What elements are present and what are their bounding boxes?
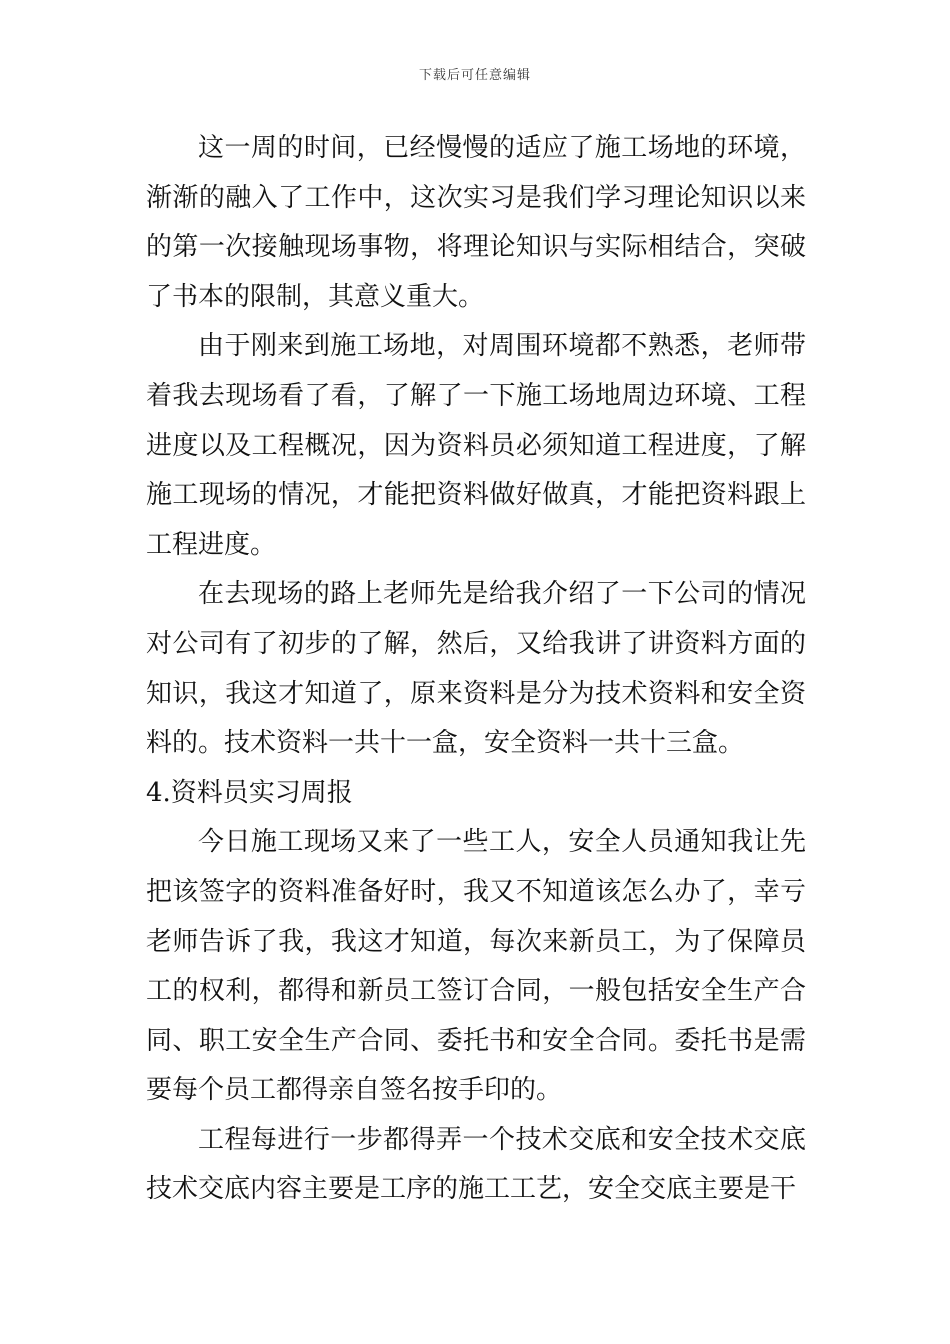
document-body	[146, 124, 806, 1215]
paragraph-2: 由于刚来到施工场地，对周围环境都不熟悉，老师带着我去现场看了看，了解了一下施工场地周边环境、工程进度以及工程概况，因为资料员必须知道工程进度，了解施工现场的情况，才能把资料做好做真，才能把资料跟上工程进度。	[146, 331, 806, 560]
header-note: 下载后可任意编辑	[418, 68, 531, 83]
section-heading: 4.资料员实习周报	[146, 777, 353, 808]
paragraph-3: 在去现场的路上老师先是给我介绍了一下公司的情况对公司有了初步的了解，然后，又给我讲了讲资料方面的知识，我这才知道了，原来资料是分为技术资料和安全资料的。技术资料一共十一盒，安全资料一共十三盒。	[146, 579, 806, 759]
section-paragraph-1: 今日施工现场又来了一些工人，安全人员通知我让先把该签字的资料准备好时，我又不知道该怎么办了，幸亏老师告诉了我，我这才知道，每次来新员工，为了保障员工的权利，都得和新员工签订合同，一般包括安全生产合同、职工安全生产合同、委托书和安全合同。委托书是需要每个员工都得亲自签名按手印的。	[146, 827, 806, 1106]
paragraph-1: 这一周的时间，已经慢慢的适应了施工场地的环境，渐渐的融入了工作中，这次实习是我们学习理论知识以来的第一次接触现场事物，将理论知识与实际相结合，突破了书本的限制，其意义重大。	[146, 133, 806, 312]
section-paragraph-2: 工程每进行一步都得弄一个技术交底和安全技术交底技术交底内容主要是工序的施工工艺，安全交底主要是干	[146, 1124, 806, 1205]
